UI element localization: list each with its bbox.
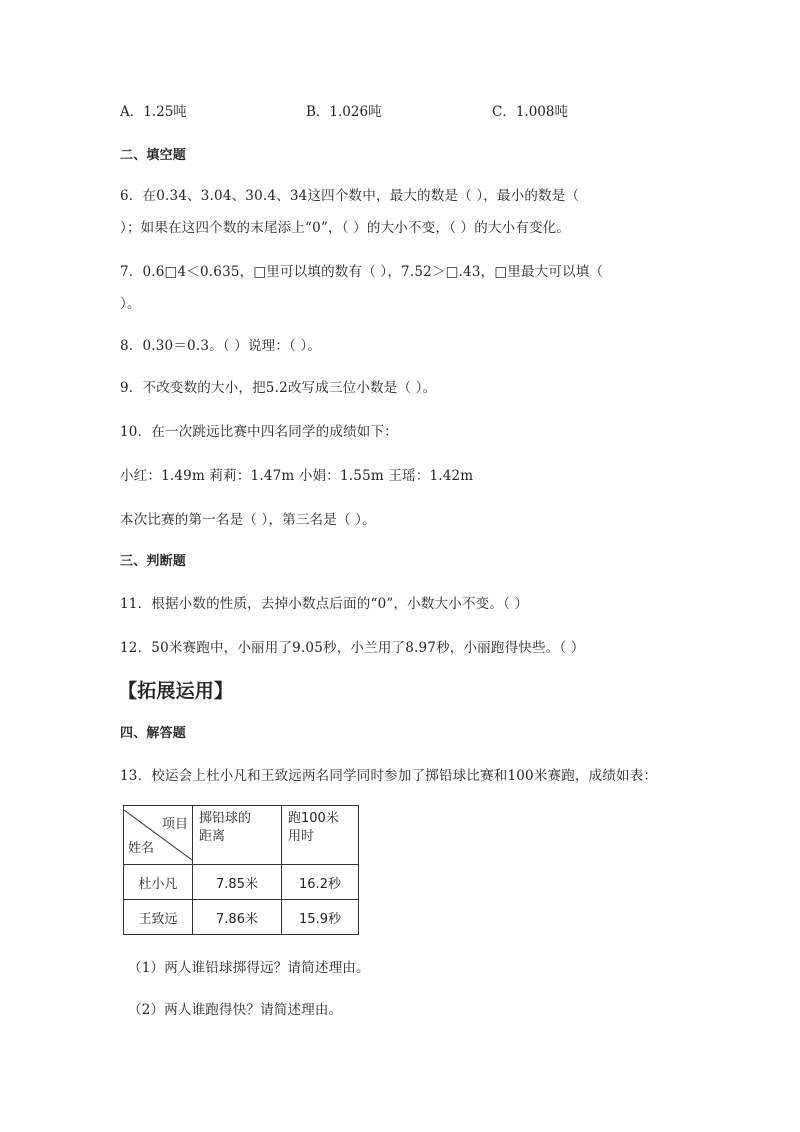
header-time-line-1: 跑100米 [288, 811, 339, 826]
question-10: 10．在一次跳远比赛中四名同学的成绩如下： [120, 424, 398, 440]
row-name: 王致远 [124, 900, 193, 935]
question-6-line-2: ）；如果在这四个数的末尾添上“0”，（ ）的大小不变，（ ）的大小有变化。 [120, 220, 571, 236]
table-corner-cell [124, 806, 193, 865]
section-fill-blank-title: 二、填空题 [120, 148, 187, 163]
header-distance [193, 806, 282, 865]
question-7-line-1: 7．0.6□4＜0.635，□里可以填的数有（ ），7.52＞□.43，□里最大可以填（ [120, 264, 604, 280]
row-time: 16.2秒 [282, 865, 359, 900]
section-true-false-title: 三、判断题 [120, 554, 187, 569]
header-time-line-2: 用时 [288, 829, 315, 844]
question-11: 11．根据小数的性质，去掉小数点后面的“0”，小数大小不变。（ ） [120, 596, 529, 612]
header-time [282, 806, 359, 865]
row-name: 杜小凡 [124, 865, 193, 900]
section-answer-title: 四、解答题 [120, 726, 187, 741]
option-b: B．1.026吨 [306, 104, 382, 120]
header-item: 项目 [161, 817, 188, 832]
header-distance-line-2: 距离 [199, 829, 226, 844]
question-7-line-2: ）。 [120, 296, 141, 312]
score-table [123, 805, 359, 935]
question-10-prompt: 本次比赛的第一名是（ ），第三名是（ ）。 [120, 512, 376, 528]
row-distance: 7.85米 [193, 865, 282, 900]
question-9: 9．不改变数的大小，把5.2改写成三位小数是（ ）。 [120, 380, 437, 396]
option-a: A．1.25吨 [120, 104, 187, 120]
table-row [124, 865, 359, 900]
row-time: 15.9秒 [282, 900, 359, 935]
question-6-line-1: 6．在0.34、3.04、30.4、34这四个数中，最大的数是（ ），最小的数是（ [120, 188, 580, 204]
header-distance-line-1: 掷铅球的 [199, 811, 252, 826]
table-row [124, 900, 359, 935]
question-13: 13．校运会上杜小凡和王致远两名同学同时参加了掷铅球比赛和100米赛跑，成绩如表： [120, 768, 658, 784]
question-10-scores: 小红：1.49m 莉莉：1.47m 小娟：1.55m 王瑶：1.42m [120, 468, 474, 484]
question-13-sub-2: （2）两人谁跑得快？请简述理由。 [128, 1002, 343, 1018]
question-12: 12．50米赛跑中，小丽用了9.05秒，小兰用了8.97秒，小丽跑得快些。（ ） [120, 640, 585, 656]
question-8: 8．0.30＝0.3。（ ）说理：（ ）。 [120, 338, 322, 354]
option-c: C．1.008吨 [492, 104, 568, 120]
question-13-sub-1: （1）两人谁铅球掷得远？请简述理由。 [128, 960, 370, 976]
extend-title: 【拓展运用】 [118, 680, 234, 702]
row-distance: 7.86米 [193, 900, 282, 935]
header-name: 姓名 [128, 841, 155, 856]
